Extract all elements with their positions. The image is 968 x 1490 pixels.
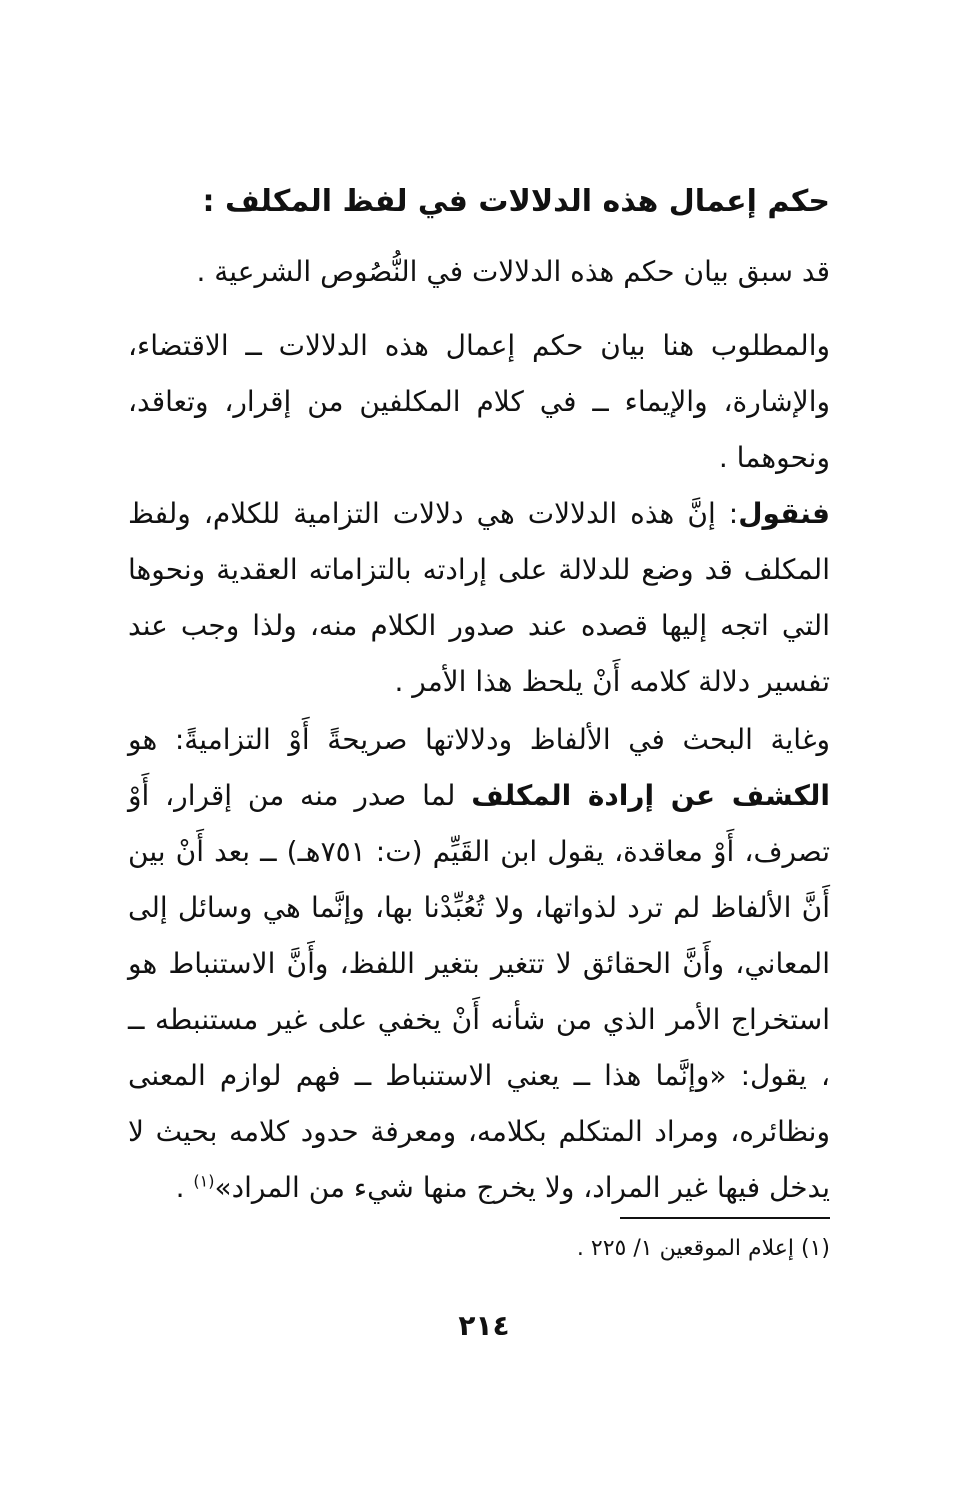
section-heading: حكم إعمال هذه الدلالات في لفظ المكلف : (202, 184, 830, 219)
page-number: ٢١٤ (458, 1309, 510, 1342)
paragraph-3-lead: فنقول (738, 497, 830, 530)
footnote-separator (620, 1217, 830, 1219)
paragraph-4-part-1: وغاية البحث في الألفاظ ودلالاتها صريحةً أَوْ التزاميةً: هو (128, 723, 830, 756)
paragraph-4-bold: الكشف عن إرادة المكلف (471, 779, 830, 812)
paragraph-3 (128, 486, 870, 710)
footnote: (١) إعلام الموقعين ١/ ٢٢٥ . (576, 1236, 830, 1261)
paragraph-3-body: : إنَّ هذه الدلالات هي دلالات التزامية للكلام، ولفظ المكلف قد وضع للدلالة على إرادته بالتزاماته العقدية ونحوها التي اتجه إليها قصده عند صدور الكلام منه، ولذا وجب عند تفسير دلالة كلامه أَنْ يلحظ هذا الأمر . (128, 497, 830, 698)
footnote-reference: (١) (193, 1171, 215, 1191)
paragraph-2: والمطلوب هنا بيان حكم إعمال هذه الدلالات ــ الاقتضاء، والإشارة، والإيماء ــ في كلام المكلفين من إقرار، وتعاقد، ونحوهما . (128, 329, 830, 474)
paragraph-4 (128, 712, 870, 1216)
paragraph-4-end: . (175, 1171, 194, 1204)
paragraph-4-part-2: لما صدر منه من إقرار، أَوْ تصرف، أَوْ معاقدة، يقول ابن القَيِّم (ت: ٧٥١هـ) ــ بعد أَنْ بين أَنَّ الألفاظ لم ترد لذواتها، ولا تُعُبِّدْنا بها، وإنَّما هي وسائل إلى المعاني، وأَنَّ الحقائق لا تتغير بتغير اللفظ، وأَنَّ الاستنباط هو استخراج الأمر الذي من شأنه أَنْ يخفي على غير مستنبطه ــ ، يقول: «وإنَّما هذا ــ يعني الاستنباط ــ فهم لوازم المعنى ونظائره، ومراد المتكلم بكلامه، ومعرفة حدود كلامه بحيث لا يدخل فيها غير المراد، ولا يخرج منها شيء من المراد» (128, 779, 830, 1204)
paragraph-1: قد سبق بيان حكم هذه الدلالات في النُّصُوص الشرعية . (196, 255, 830, 288)
